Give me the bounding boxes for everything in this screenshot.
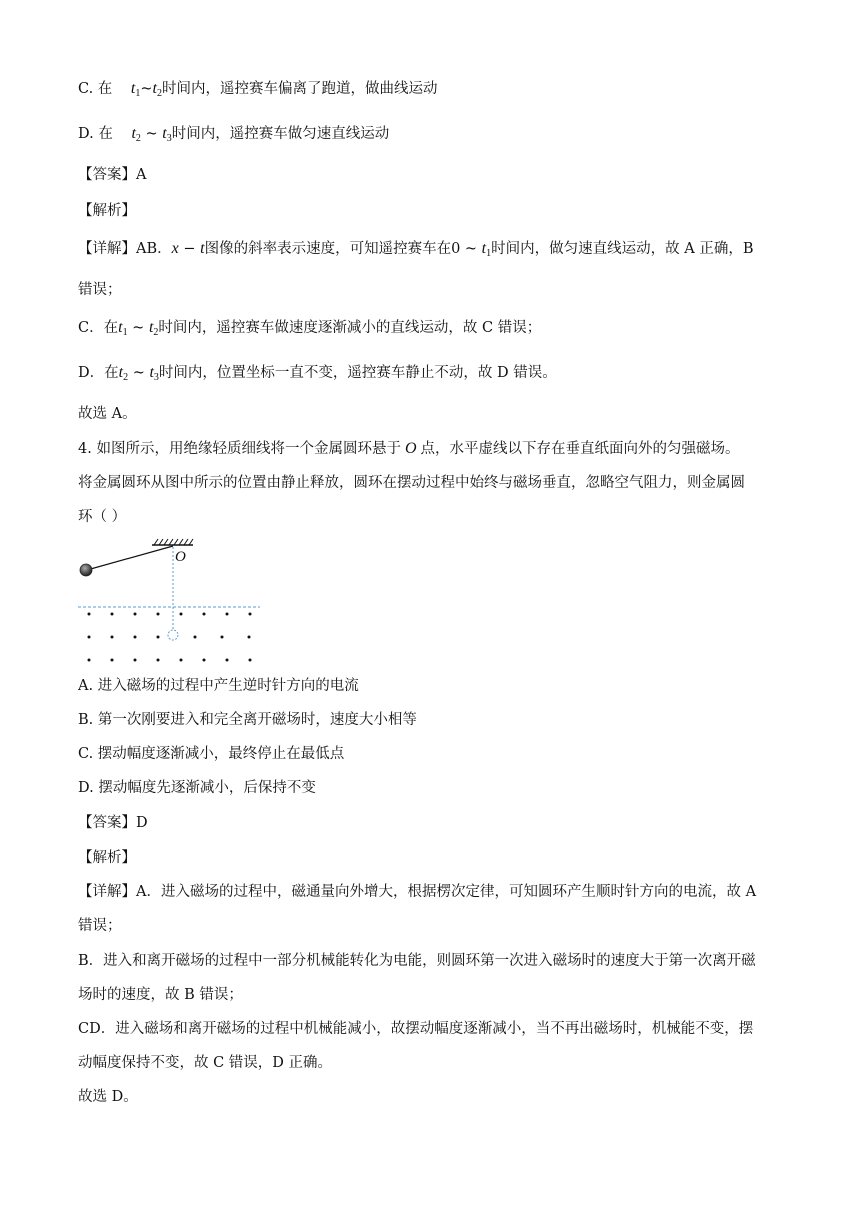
ceiling-hatching [154,539,193,545]
q4-detail-line-7: 故选 D。 [78,1089,138,1105]
pendulum-magnetic-field-diagram [70,530,270,670]
var-t: t [130,80,136,97]
pendulum-thread [87,546,173,570]
detail-3-line-3: C．在$t_1$ ~ $t_2$时间内，遥控赛车做速度逐渐减小的直线运动，故 C 错误； [78,319,542,338]
q4-line-1: 4. 如图所示，用绝缘轻质细线将一个金属圆环悬于 O 点，水平虚线以下存在垂直纸面向外的匀强磁场。 [78,440,740,457]
q4-detail-line-1: 【详解】A．进入磁场的过程中，磁通量向外增大，根据楞次定律，可知圆环产生顺时针方向的电流，故 A [78,884,757,900]
point-o-label: O [175,549,186,565]
q4-detail-line-2: 错误； [78,918,122,934]
q4-detail-line-4: 场时的速度，故 B 错误； [78,987,243,1003]
q4-line-2: 将金属圆环从图中所示的位置由静止释放，圆环在摆动过程中始终与磁场垂直，忽略空气阻力，则金属圆 [78,475,745,491]
q4-line-3: 环（ ） [78,509,127,525]
q4-analysis-title: 【解析】 [78,850,136,866]
q4-option-c: C. 摆动幅度逐渐减小，最终停止在最低点 [78,746,345,762]
q4-option-b: B. 第一次刚要进入和完全离开磁场时，速度大小相等 [78,712,417,728]
q4-answer: 【答案】D [78,815,148,831]
q4-detail-line-5: CD．进入磁场和离开磁场的过程中机械能减小，故摆动幅度逐渐减小，当不再出磁场时，机械能不变，摆 [78,1021,754,1037]
q4-detail-line-3: B．进入和离开磁场的过程中一部分机械能转化为电能，则圆环第一次进入磁场时的速度大于第一次离开磁 [78,953,756,969]
magnetic-field-dots [88,613,252,662]
option-d-prev: D. 在 $t_2$ ~ $t_3$时间内，遥控赛车做匀速直线运动 [78,125,390,144]
detail-3-line-2: 错误； [78,282,122,298]
answer-3: 【答案】A [78,167,147,183]
lowest-position-ring [168,630,178,640]
q4-detail-line-6: 动幅度保持不变，故 C 错误，D 正确。 [78,1055,333,1071]
option-c-prev: C. 在 $t_1\sim t_2$时间内，遥控赛车偏离了跑道，做曲线运动 [78,80,438,99]
metal-ring [80,564,92,576]
q4-option-a: A. 进入磁场的过程中产生逆时针方向的电流 [78,678,359,694]
detail-3-line-4: D．在$t_2$ ~ $t_3$时间内，位置坐标一直不变，遥控赛车静止不动，故 D 错误。 [78,364,557,383]
detail-3-line-5: 故选 A。 [78,406,137,422]
detail-3-line-1: 【详解】AB．x − t图像的斜率表示速度，可知遥控赛车在0 ~ $t_1$时间内，做匀速直线运动，故 A 正确，B [78,240,754,259]
analysis-title-3: 【解析】 [78,203,136,219]
q4-option-d: D. 摆动幅度先逐渐减小，后保持不变 [78,780,316,796]
